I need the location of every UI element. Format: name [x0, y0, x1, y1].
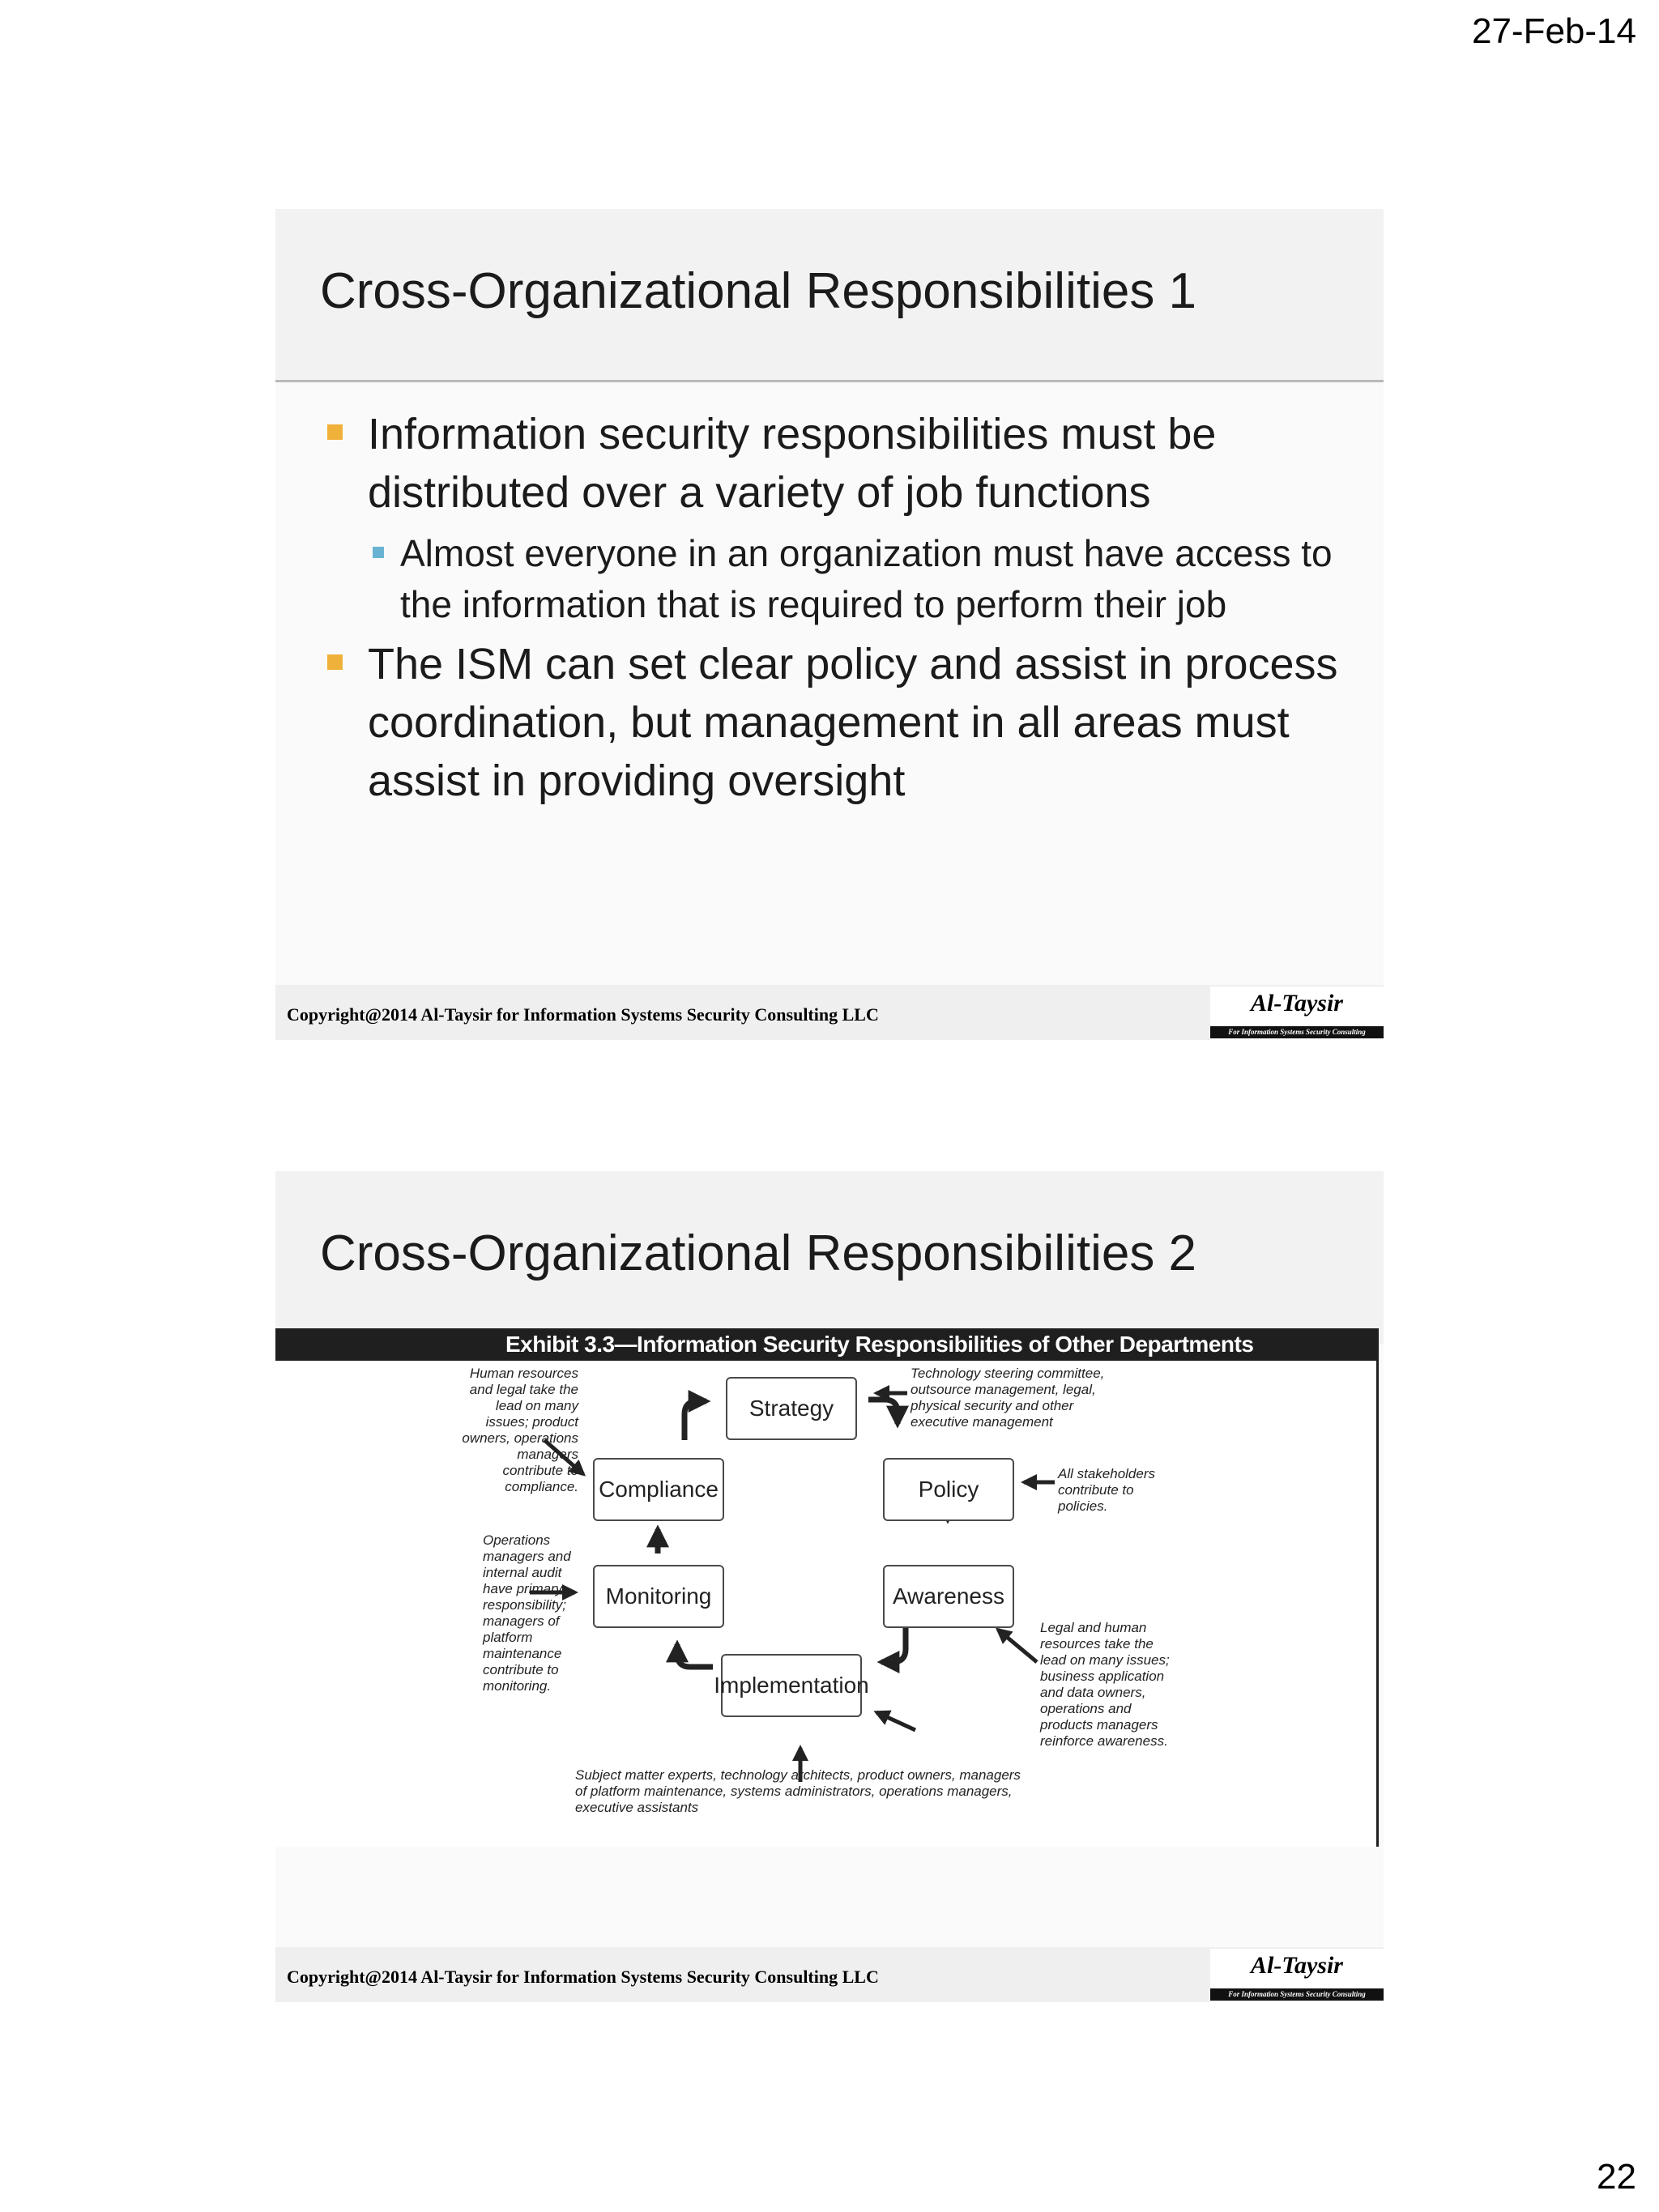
- slide-1-title: Cross-Organizational Responsibilities 1: [320, 263, 1197, 319]
- page-date: 27-Feb-14: [1471, 11, 1636, 51]
- node-strategy: Strategy: [726, 1377, 857, 1440]
- arrow-awareness-to-implementation: [881, 1628, 906, 1662]
- note-strategy: Technology steering committee, outsource management, legal, physical security and other executive management: [911, 1366, 1105, 1430]
- slide-2-footer: [275, 1947, 1384, 2002]
- node-awareness: Awareness: [883, 1565, 1014, 1628]
- slide-2-title: Cross-Organizational Responsibilities 2: [320, 1225, 1197, 1281]
- sub-bullet-1: [368, 528, 1353, 630]
- node-policy: Policy: [883, 1458, 1014, 1521]
- note-policy: All stakeholders contribute to policies.: [1058, 1466, 1156, 1514]
- slide-1-title-bar: [275, 209, 1384, 382]
- exhibit-title-bar: [275, 1328, 1379, 1361]
- logo-name: Al-Taysir: [1251, 1952, 1343, 1979]
- exhibit-diagram: [275, 1361, 1376, 1847]
- slide-1-body: [324, 405, 1353, 816]
- arrow-compliance-to-strategy: [684, 1401, 706, 1440]
- exhibit-title: Exhibit 3.3—Information Security Responsibilities of Other Departments: [505, 1332, 1254, 1357]
- al-taysir-logo: [1210, 1949, 1384, 2002]
- bullet-1: [324, 405, 1353, 522]
- arrow-note-implementation-right: [876, 1712, 915, 1730]
- al-taysir-logo: [1210, 987, 1384, 1040]
- logo-tagline: For Information Systems Security Consulting: [1210, 1988, 1384, 2001]
- node-compliance: Compliance: [593, 1458, 724, 1521]
- slide-2-title-bar: [275, 1171, 1384, 1345]
- bullet-2-text: The ISM can set clear policy and assist in process coordination, but management in all areas must assist in providing oversight: [368, 640, 1338, 805]
- square-bullet-icon: [327, 654, 343, 670]
- note-compliance: Human resources and legal take the lead on many issues; product owners, operations managers contribute to compliance.: [462, 1366, 578, 1494]
- node-monitoring: Monitoring: [593, 1565, 724, 1628]
- bullet-1-text: Information security responsibilities must be distributed over a variety of job functions: [368, 410, 1217, 517]
- arrow-implementation-to-monitoring: [677, 1644, 713, 1667]
- copyright-text: Copyright@2014 Al-Taysir for Information Systems Security Consulting LLC: [287, 1004, 879, 1025]
- logo-tagline: For Information Systems Security Consulting: [1210, 1026, 1384, 1038]
- square-bullet-icon: [327, 424, 343, 440]
- sub-bullet-1-text: Almost everyone in an organization must have access to the information that is required to perform their job: [400, 532, 1333, 625]
- square-bullet-icon: [373, 547, 384, 558]
- arrow-strategy-to-policy: [868, 1400, 898, 1424]
- note-implementation: Subject matter experts, technology architects, product owners, managers of platform maintenance, systems administrators, operations managers, executive assistants: [575, 1767, 1021, 1815]
- slide-1: [275, 209, 1384, 1040]
- logo-name: Al-Taysir: [1251, 990, 1343, 1016]
- copyright-text: Copyright@2014 Al-Taysir for Information Systems Security Consulting LLC: [287, 1967, 879, 1987]
- node-implementation: Implementation: [721, 1654, 862, 1717]
- slide-2: [275, 1171, 1384, 2002]
- note-monitoring: Operations managers and internal audit have primary responsibility; managers of platform maintenance contribute to monitoring.: [483, 1532, 571, 1694]
- exhibit-right-rule: [1376, 1361, 1379, 1847]
- note-awareness: Legal and human resources take the lead on many issues; business application and data owners, operations and products managers reinforce awareness.: [1040, 1620, 1170, 1749]
- arrow-note-awareness: [998, 1630, 1037, 1662]
- bullet-2: [324, 635, 1353, 810]
- slide-1-footer: [275, 985, 1384, 1040]
- page-number: 22: [1597, 2157, 1636, 2197]
